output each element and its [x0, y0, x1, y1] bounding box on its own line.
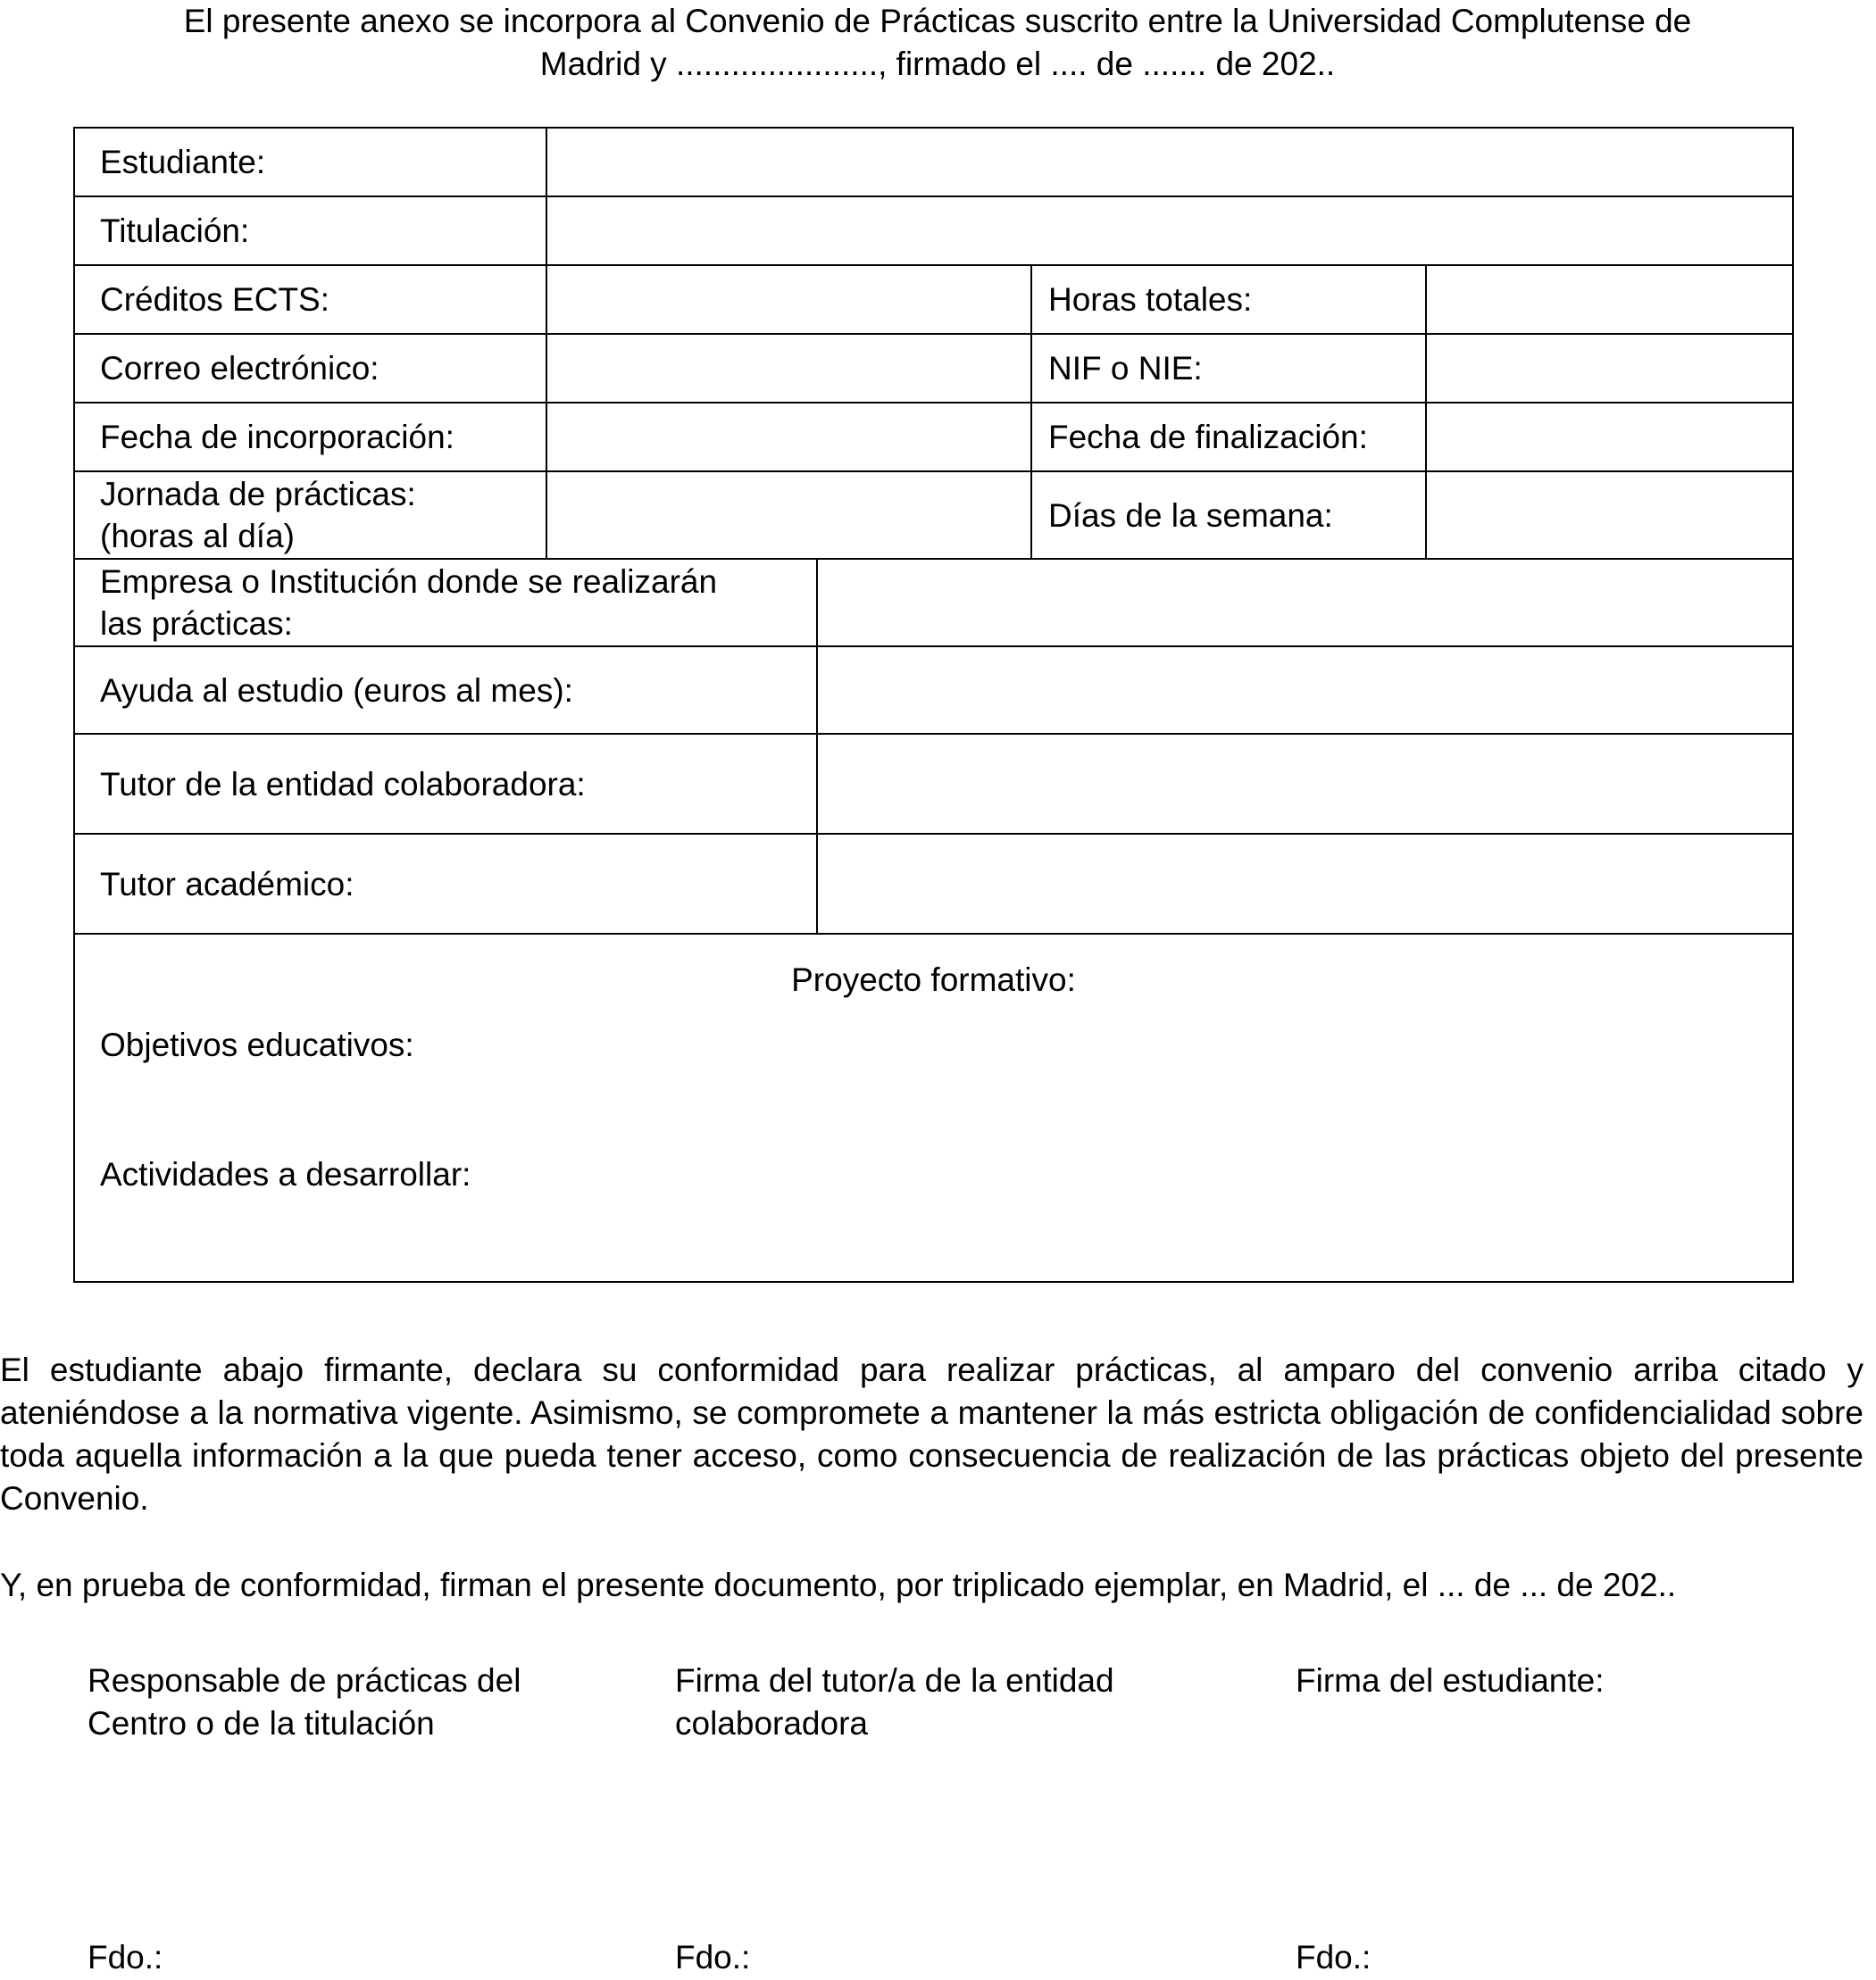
row-tutor-entidad	[74, 734, 1793, 834]
creditos-field[interactable]	[546, 265, 1031, 334]
tutor-academico-field[interactable]	[817, 834, 1793, 934]
signature-title-line-2: Centro o de la titulación	[88, 1705, 435, 1742]
signature-title-line-1: Firma del tutor/a de la entidad	[675, 1662, 1114, 1699]
intro-text	[54, 0, 1822, 86]
empresa-label-line-1: Empresa o Institución donde se realizarán	[100, 563, 718, 600]
row-correo	[74, 334, 1793, 403]
fdo-tutor: Fdo.:	[675, 1939, 751, 1976]
fecha-finalizacion-field[interactable]	[1426, 403, 1793, 471]
titulacion-label: Titulación:	[74, 196, 546, 265]
fdo-estudiante: Fdo.:	[1296, 1939, 1372, 1976]
empresa-label	[74, 559, 817, 646]
signature-block-tutor	[675, 1660, 1229, 1745]
fecha-incorporacion-label: Fecha de incorporación:	[74, 403, 546, 471]
row-ayuda	[74, 646, 1793, 734]
signature-title-line-1: Responsable de prácticas del	[88, 1662, 521, 1699]
nif-field[interactable]	[1426, 334, 1793, 403]
row-empresa	[74, 559, 1793, 646]
empresa-field[interactable]	[817, 559, 1793, 646]
correo-label: Correo electrónico:	[74, 334, 546, 403]
proyecto-formativo-title: Proyecto formativo:	[791, 961, 1076, 998]
jornada-label-line-2: (horas al día)	[100, 518, 295, 554]
row-titulacion	[74, 196, 1793, 265]
horas-field[interactable]	[1426, 265, 1793, 334]
fecha-incorporacion-field[interactable]	[546, 403, 1031, 471]
row-tutor-academico	[74, 834, 1793, 934]
jornada-label	[74, 471, 546, 559]
closing-paragraph: Y, en prueba de conformidad, firman el presente documento, por triplicado ejemplar, en Madrid, el ... de ... de 202..	[0, 1567, 1677, 1603]
ayuda-label: Ayuda al estudio (euros al mes):	[74, 646, 817, 734]
row-creditos	[74, 265, 1793, 334]
row-jornada	[74, 471, 1793, 559]
row-estudiante	[74, 128, 1793, 196]
nif-label: NIF o NIE:	[1031, 334, 1426, 403]
jornada-label-line-1: Jornada de prácticas:	[100, 476, 416, 512]
row-fechas	[74, 403, 1793, 471]
actividades-label: Actividades a desarrollar:	[100, 1156, 471, 1193]
signature-title-line-1: Firma del estudiante:	[1296, 1662, 1605, 1699]
creditos-label: Créditos ECTS:	[74, 265, 546, 334]
practicas-form-table	[73, 127, 1794, 1283]
estudiante-field[interactable]	[546, 128, 1793, 196]
titulacion-field[interactable]	[546, 196, 1793, 265]
horas-label: Horas totales:	[1031, 265, 1426, 334]
signature-block-responsable	[88, 1660, 641, 1745]
fdo-responsable: Fdo.:	[88, 1939, 163, 1976]
empresa-label-line-2: las prácticas:	[100, 605, 293, 642]
jornada-field[interactable]	[546, 471, 1031, 559]
dias-semana-label: Días de la semana:	[1031, 471, 1426, 559]
proyecto-formativo-cell[interactable]	[74, 934, 1793, 1282]
correo-field[interactable]	[546, 334, 1031, 403]
estudiante-label: Estudiante:	[74, 128, 546, 196]
intro-line-1: El presente anexo se incorpora al Convenio de Prácticas suscrito entre la Universidad Complutense de	[183, 3, 1692, 39]
ayuda-field[interactable]	[817, 646, 1793, 734]
fecha-finalizacion-label: Fecha de finalización:	[1031, 403, 1426, 471]
tutor-entidad-field[interactable]	[817, 734, 1793, 834]
intro-line-2: Madrid y ......................, firmado el .... de ....... de 202..	[539, 46, 1336, 82]
tutor-academico-label: Tutor académico:	[74, 834, 817, 934]
objetivos-educativos-label: Objetivos educativos:	[100, 1027, 414, 1063]
signature-block-estudiante	[1296, 1660, 1831, 1702]
dias-semana-field[interactable]	[1426, 471, 1793, 559]
signature-title-line-2: colaboradora	[675, 1705, 868, 1742]
tutor-entidad-label: Tutor de la entidad colaboradora:	[74, 734, 817, 834]
row-proyecto-formativo	[74, 934, 1793, 1282]
declaration-paragraph: El estudiante abajo firmante, declara su conformidad para realizar prácticas, al amparo del convenio arriba citado y ateniéndose a la normativa vigente. Asimismo, se compromete a mantener la más estricta obligación de confidencialidad sobre toda aquella información a la que pueda tener acceso, como consecuencia de realización de las prácticas objeto del presente Convenio.	[0, 1352, 1863, 1517]
